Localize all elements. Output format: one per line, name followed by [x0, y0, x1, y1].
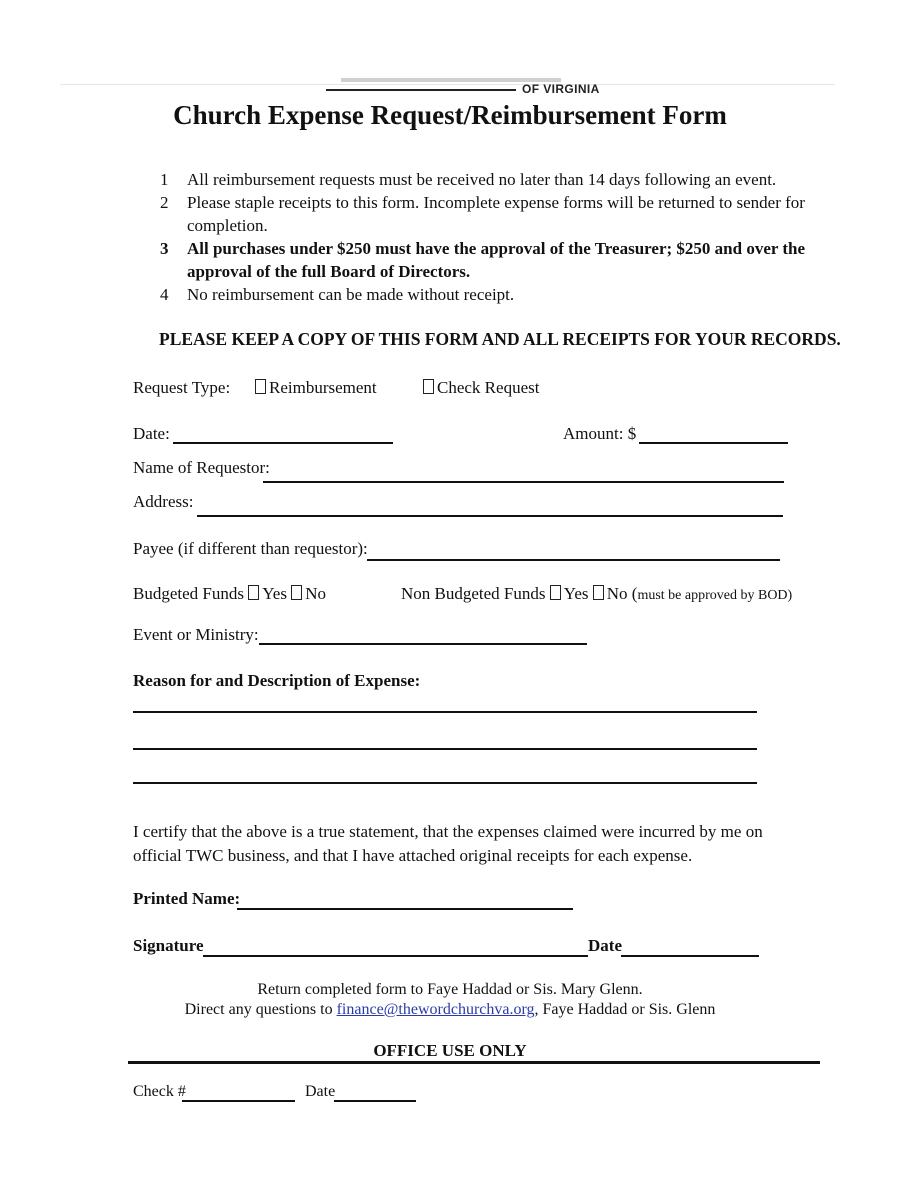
instruction-item [160, 168, 820, 191]
questions-prefix: Direct any questions to [184, 1001, 337, 1018]
budgeted-funds-label: Budgeted Funds [133, 584, 244, 603]
form-title: Church Expense Request/Reimbursement Form [173, 100, 727, 130]
check-request-label: Check Request [437, 378, 540, 397]
logo-rule [326, 89, 516, 91]
check-request-option[interactable] [423, 377, 539, 399]
instruction-text: No reimbursement can be made without receipt. [187, 285, 515, 304]
check-request-checkbox[interactable] [423, 379, 434, 394]
reason-line-1[interactable] [133, 711, 757, 713]
date-label: Date: [133, 424, 170, 443]
budgeted-funds-group [133, 583, 326, 605]
event-ministry-label: Event or Ministry: [133, 625, 259, 644]
office-use-divider [128, 1061, 820, 1064]
questions-suffix: , Faye Haddad or Sis. Glenn [534, 1001, 716, 1018]
signature-date-field[interactable] [621, 955, 759, 957]
instruction-number: 3 [160, 239, 169, 258]
certification-statement: I certify that the above is a true statement, that the expenses claimed were incurred by me on official TWC business, and that I have attached original receipts for each expense. [133, 822, 763, 865]
signature-label: Signature [133, 936, 204, 955]
office-date-label: Date [305, 1083, 336, 1100]
budgeted-yes-label: Yes [262, 584, 287, 603]
instruction-number: 4 [160, 285, 169, 304]
non-budgeted-no-checkbox[interactable] [593, 585, 604, 600]
return-instructions: Return completed form to Faye Haddad or Sis. Mary Glenn. [257, 981, 643, 998]
payee-label: Payee (if different than requestor): [133, 539, 368, 558]
requestor-name-field[interactable] [263, 481, 784, 483]
instruction-number: 1 [160, 170, 169, 189]
reimbursement-label: Reimbursement [269, 378, 377, 397]
church-logo [326, 78, 626, 100]
date-field[interactable] [173, 442, 393, 444]
finance-email-link[interactable]: finance@thewordchurchva.org [336, 1001, 535, 1018]
keep-copy-notice: PLEASE KEEP A COPY OF THIS FORM AND ALL RECEIPTS FOR YOUR RECORDS. [159, 329, 841, 349]
budgeted-yes-checkbox[interactable] [248, 585, 259, 600]
requestor-name-label: Name of Requestor: [133, 458, 270, 477]
signature-field[interactable] [203, 955, 588, 957]
signature-date-label: Date [588, 936, 622, 955]
reason-line-2[interactable] [133, 748, 757, 750]
request-type-label: Request Type: [133, 378, 231, 397]
logo-org-suffix: OF VIRGINIA [522, 82, 600, 96]
reason-line-3[interactable] [133, 782, 757, 784]
check-number-field[interactable] [182, 1100, 295, 1102]
budgeted-no-label: No [305, 584, 327, 603]
instructions-list [160, 168, 820, 306]
check-number-label: Check # [133, 1083, 186, 1100]
non-budgeted-funds-group [401, 583, 792, 607]
printed-name-field[interactable] [237, 908, 573, 910]
reimbursement-option[interactable] [255, 377, 377, 399]
amount-field[interactable] [639, 442, 788, 444]
instruction-text: All purchases under $250 must have the approval of the Treasurer; $250 and over the approval of the full Board of Directors. [187, 239, 806, 281]
amount-label: Amount: $ [563, 424, 637, 443]
reason-label: Reason for and Description of Expense: [133, 671, 421, 690]
budgeted-no-checkbox[interactable] [291, 585, 302, 600]
address-label: Address: [133, 492, 194, 511]
payee-field[interactable] [367, 559, 780, 561]
questions-line [0, 1000, 900, 1020]
instruction-number: 2 [160, 193, 169, 212]
bod-approval-note: must be approved by BOD) [637, 588, 793, 603]
non-budgeted-no-label: No [606, 584, 628, 603]
non-budgeted-funds-label: Non Budgeted Funds [401, 584, 546, 603]
office-use-heading: OFFICE USE ONLY [373, 1041, 527, 1060]
reimbursement-checkbox[interactable] [255, 379, 266, 394]
office-date-field[interactable] [334, 1100, 416, 1102]
non-budgeted-yes-label: Yes [563, 584, 589, 603]
bod-note-paren: ( [631, 584, 638, 603]
printed-name-label: Printed Name: [133, 889, 241, 908]
instruction-item [160, 237, 820, 283]
instruction-item [160, 283, 820, 306]
non-budgeted-yes-checkbox[interactable] [550, 585, 561, 600]
instruction-text: All reimbursement requests must be received no later than 14 days following an event. [187, 170, 777, 189]
address-field[interactable] [197, 515, 783, 517]
instruction-item [160, 191, 820, 237]
event-ministry-field[interactable] [259, 643, 587, 645]
instruction-text: Please staple receipts to this form. Incomplete expense forms will be returned to sender for completion. [187, 193, 805, 235]
